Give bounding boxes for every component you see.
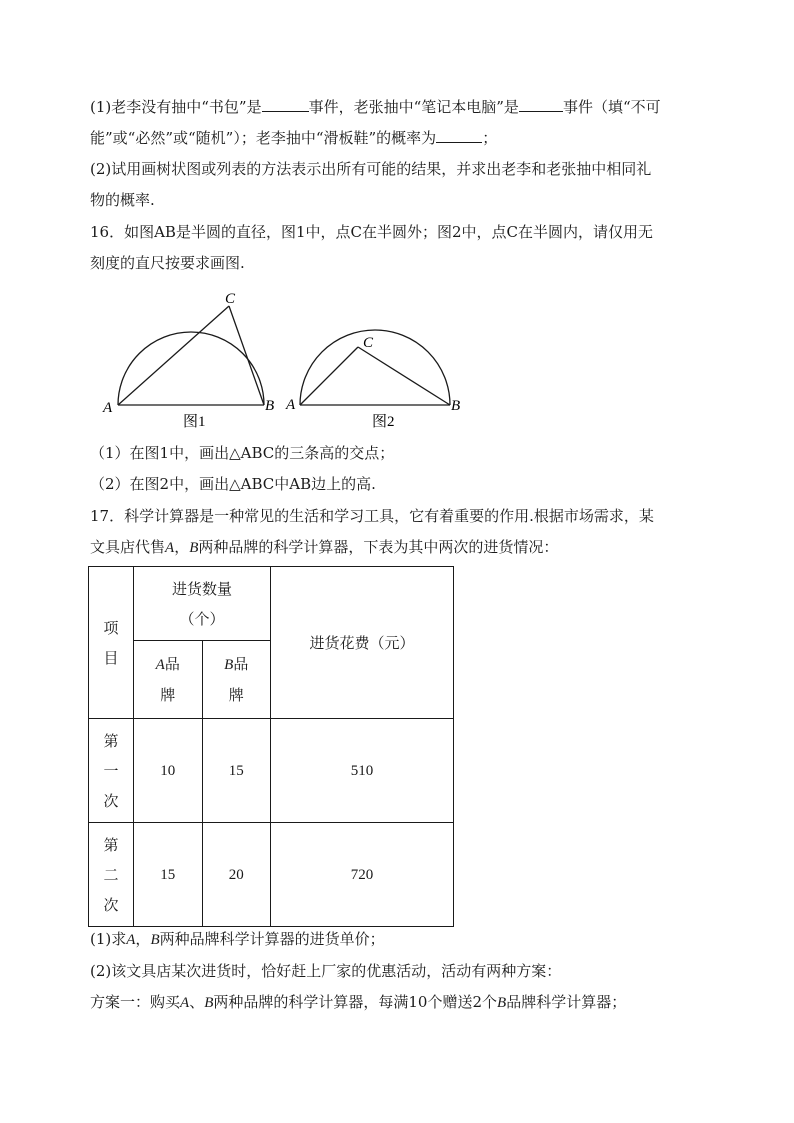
cell-brand-a: 15 — [134, 823, 203, 927]
table-row — [89, 719, 454, 823]
fig1-segment-bc — [229, 306, 264, 405]
header-brand-b: B品牌 — [202, 641, 271, 719]
q17-stem-line1: 17．科学计算器是一种常见的生活和学习工具，它有着重要的作用.根据市场需求，某 — [90, 507, 654, 525]
q15-part2-line1: (2)试用画树状图或列表的方法表示出所有可能的结果，并求出老李和老张抽中相同礼 — [90, 160, 652, 178]
header-cost: 进货花费（元） — [271, 567, 454, 719]
cell-brand-b: 15 — [202, 719, 271, 823]
cell-brand-b: 20 — [202, 823, 271, 927]
fig1-label-c: C — [225, 291, 236, 307]
q15-part1-line2: 能”或“必然”或“随机”）；老李抽中“滑板鞋”的概率为 ； — [90, 129, 498, 147]
q16-figures — [0, 280, 794, 440]
header-quantity: 进货数量（个） — [134, 567, 271, 641]
figure-1 — [102, 291, 274, 430]
cell-cost: 510 — [271, 719, 454, 823]
q16-sub1: （1）在图1中，画出△ABC的三条高的交点； — [90, 444, 395, 462]
purchase-table — [88, 566, 454, 927]
fig2-semicircle — [300, 330, 450, 405]
q16-stem-line1: 16．如图AB是半圆的直径，图1中，点C在半圆外；图2中，点C在半圆内，请仅用无 — [90, 223, 653, 241]
fig1-label-a: A — [103, 400, 113, 416]
answer-blank[interactable] — [519, 97, 563, 112]
fig2-caption: 图2 — [372, 414, 395, 430]
q16-stem-line2: 刻度的直尺按要求画图. — [90, 254, 245, 272]
fig2-label-a: A — [286, 397, 296, 413]
cell-cost: 720 — [271, 823, 454, 927]
q16-sub2: （2）在图2中，画出△ABC中AB边上的高. — [90, 475, 376, 493]
table-row — [89, 823, 454, 927]
q17-plan1: 方案一：购买A、B两种品牌的科学计算器，每满10个赠送2个B品牌科学计算器； — [90, 993, 627, 1011]
fig2-label-c: C — [363, 335, 374, 351]
q17-stem-line2: 文具店代售A，B两种品牌的科学计算器，下表为其中两次的进货情况： — [90, 538, 559, 556]
q17-sub2: (2)该文具店某次进货时，恰好赶上厂家的优惠活动，活动有两种方案： — [90, 962, 562, 980]
fig1-caption: 图1 — [183, 414, 206, 430]
q15-part1-line1: (1)老李没有抽中“书包”是 事件，老张抽中“笔记本电脑”是 事件（填“不可 — [90, 98, 661, 116]
fig2-segment-bc — [358, 347, 450, 405]
cell-brand-a: 10 — [134, 719, 203, 823]
q17-sub1: (1)求A，B两种品牌科学计算器的进货单价； — [90, 930, 385, 948]
fig1-segment-ac — [118, 306, 229, 405]
answer-blank[interactable] — [436, 128, 482, 143]
answer-blank[interactable] — [262, 97, 309, 112]
row-label: 第一次 — [89, 719, 134, 823]
header-brand-a: A品牌 — [134, 641, 203, 719]
row-label: 第二次 — [89, 823, 134, 927]
header-item: 项目 — [89, 567, 134, 719]
fig1-label-b: B — [265, 398, 275, 414]
fig2-segment-ac — [300, 347, 358, 405]
q15-part2-line2: 物的概率. — [90, 191, 155, 209]
figure-2 — [285, 330, 460, 430]
fig2-label-b: B — [451, 398, 461, 414]
